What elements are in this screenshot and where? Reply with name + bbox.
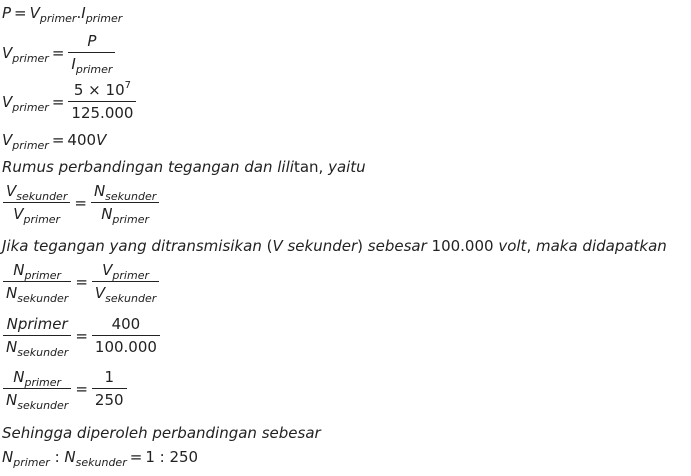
subscript-primer: primer [12,139,49,152]
equation-v-primer-result [2,131,107,152]
dot-operator: . [76,4,82,22]
subscript: sekunder [105,292,157,306]
fraction-left [3,368,71,413]
fraction-right [91,182,159,227]
ratio-value: 1 : 250 [145,448,199,466]
fraction-denominator [92,281,159,306]
var-n: N [93,182,106,200]
var-p: P [2,4,12,22]
text-italic: sebesar [363,237,432,255]
numerator-exponent: 7 [124,80,131,91]
text-rumus [2,160,366,175]
var-v: V [29,4,40,22]
text-italic: maka didapatkan [535,237,667,255]
fraction-numerator: 400 [111,315,141,333]
equals-sign: = [51,43,65,62]
fraction-right [92,369,127,410]
equals-sign: = [14,4,27,22]
equation-power [2,4,123,25]
var-v: V [6,182,17,200]
text-italic: yaitu [328,158,366,176]
equals-sign: = [75,379,88,398]
var-v: V [2,131,13,149]
var-n: N [64,448,76,466]
fraction-denominator: 125.000 [68,101,136,122]
subscript: sekunder [16,190,68,203]
fraction-right [92,316,160,357]
var-v: V [2,43,13,62]
fraction-denominator [68,52,115,77]
fraction-left [3,315,71,360]
equation-ratio-simplified [2,368,128,413]
subscript: sekunder [17,346,69,360]
var-i: I [71,55,76,74]
text-italic: Rumus perbandingan tegangan dan lili [2,158,294,176]
fraction-left [3,182,70,227]
var-v: V [13,205,24,224]
text-italic: Sehingga diperoleh perbandingan sebesar [2,424,321,442]
equation-ratio-formula [2,182,160,227]
var-n: N [6,284,18,303]
fraction-denominator [3,335,71,360]
var-v: V [2,92,13,111]
subscript: sekunder [105,190,157,203]
text-normal: , [526,237,536,255]
text-italic: volt [498,237,527,255]
subscript: primer [23,213,61,227]
fraction-numerator: P [87,32,97,50]
subscript: primer [24,376,62,389]
subscript-primer: primer [85,12,123,25]
subscript-primer: primer [75,63,113,77]
equation-final-ratio [2,448,199,469]
fraction-numerator [3,369,71,388]
value: 400 [67,131,97,149]
fraction [68,32,115,77]
fraction-numerator [92,262,159,281]
subscript: primer [24,269,62,282]
subscript-primer: primer [12,100,49,114]
var-v: V [94,284,106,303]
var-n: N [2,448,14,466]
equals-sign: = [75,272,88,291]
equals-sign: = [74,193,87,212]
equals-sign: = [51,131,65,149]
fraction-left [3,261,71,306]
fraction-denominator [3,202,70,227]
var-n: N [101,205,113,224]
numerator-base: 5 × 10 [73,81,125,99]
fraction-numerator [68,82,136,101]
var-v: V [102,261,113,279]
equals-sign: = [51,92,65,111]
fraction-denominator: 250 [92,388,127,409]
subscript: primer [112,269,149,282]
subscript: primer [112,213,149,227]
fraction-numerator [3,183,70,202]
fraction-numerator [91,183,159,202]
fraction-denominator [3,281,71,306]
fraction [68,82,136,123]
var-i: I [81,4,86,22]
var-n: N [13,261,25,279]
text-jika [2,239,667,254]
equals-sign: = [75,326,88,345]
subscript-primer: primer [13,456,50,469]
var-n: N [13,368,25,386]
var-n: N [6,391,18,410]
fraction-denominator: 100.000 [92,335,160,356]
text-normal: ) [357,237,364,255]
text-italic: V sekunder [272,237,358,255]
fraction-numerator: Nprimer [6,315,68,333]
subscript: sekunder [17,292,69,306]
equation-ratio-swap [2,261,160,306]
text-normal: 100.000 [431,237,499,255]
equation-v-primer-values [2,82,137,123]
text-italic: Jika tegangan yang ditransmisikan [2,237,267,255]
colon: : [49,448,65,466]
subscript-primer: primer [39,12,77,25]
text-sehingga [2,426,321,441]
equation-v-primer-fraction [2,32,116,77]
subscript-primer: primer [12,51,49,65]
text-normal: ( [266,237,273,255]
var-n: N [6,338,18,357]
fraction-numerator [3,262,71,281]
fraction-numerator: 1 [104,368,114,386]
subscript: sekunder [17,399,69,413]
subscript-sekunder: sekunder [75,456,127,469]
text-normal: tan, [293,158,329,176]
fraction-denominator [3,388,71,413]
equals-sign: = [129,448,143,466]
fraction-denominator [91,202,159,227]
fraction-right [92,261,159,306]
equation-ratio-values [2,315,161,360]
unit: V [96,131,107,149]
